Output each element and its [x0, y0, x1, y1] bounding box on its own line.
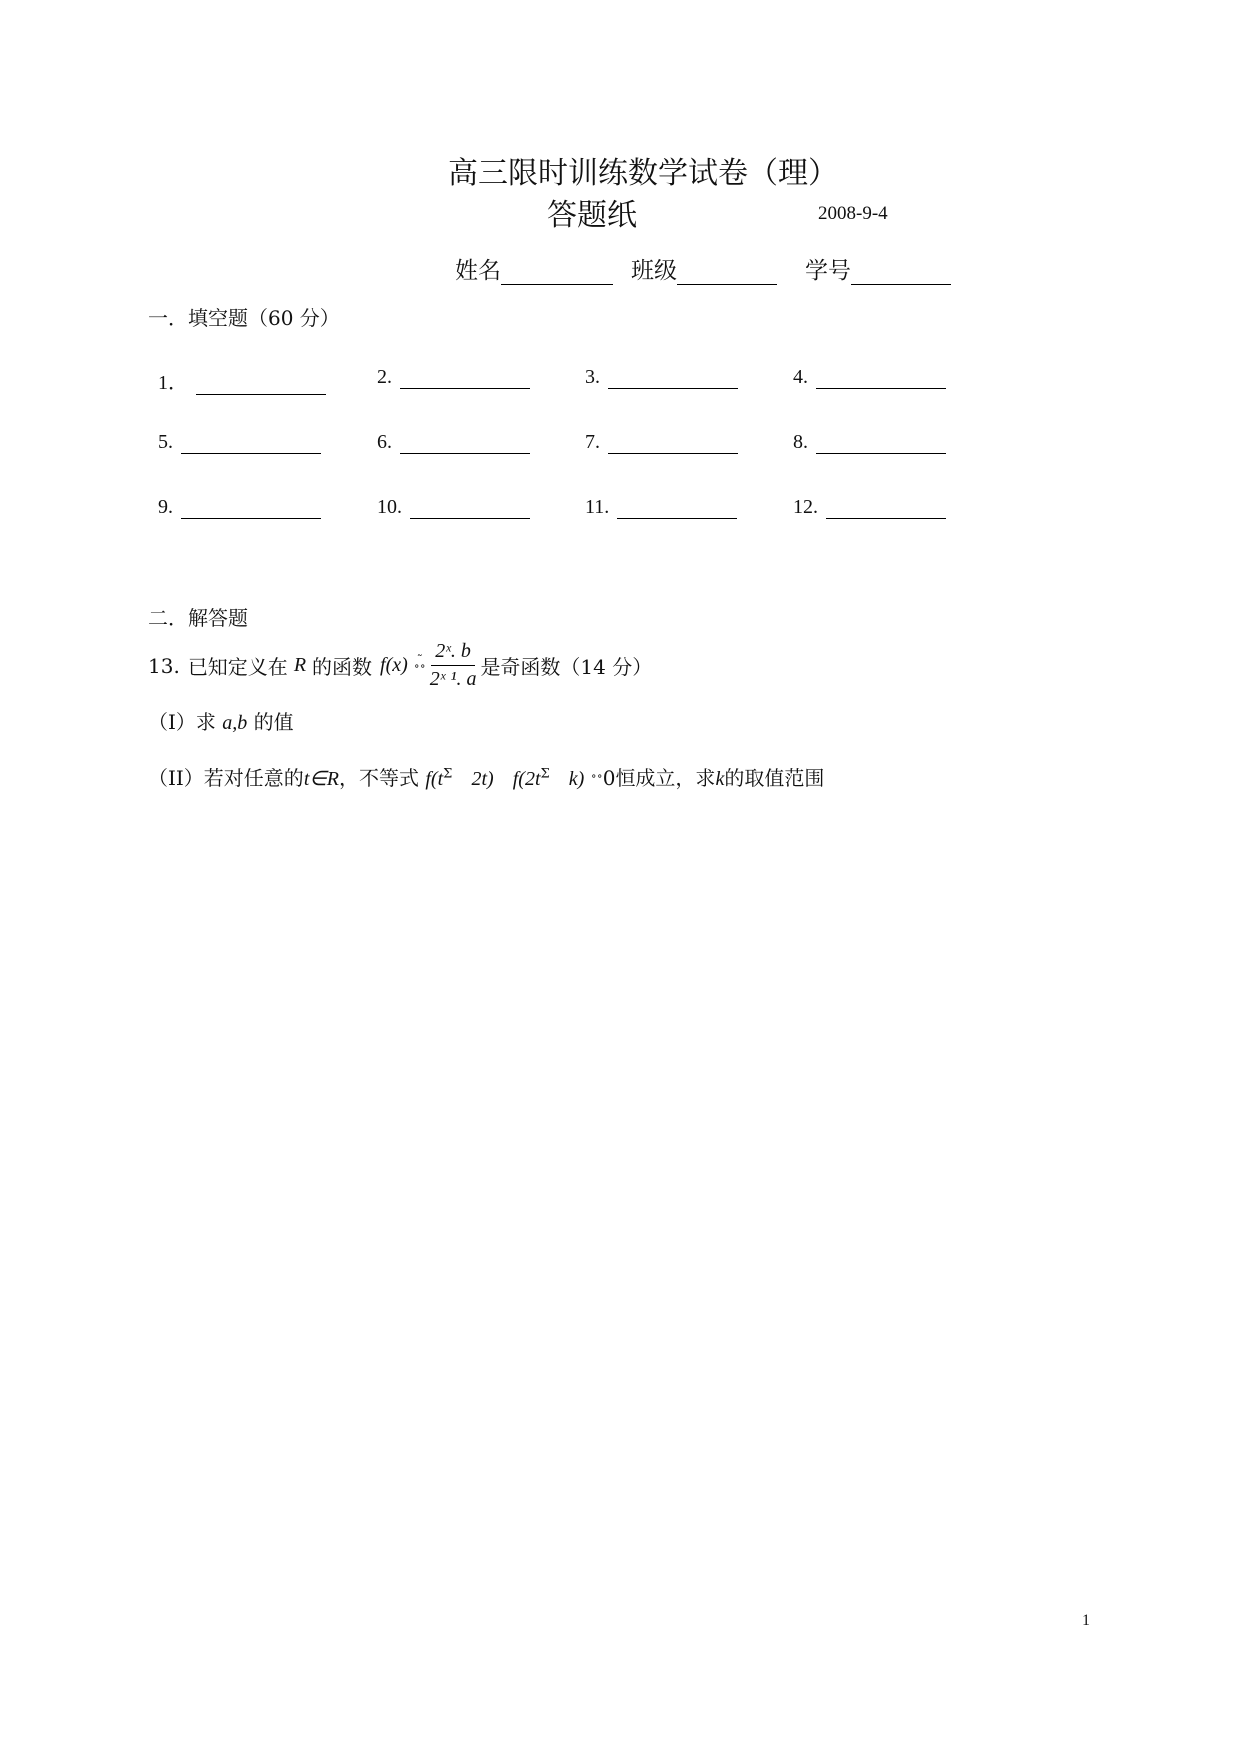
- section1-heading: 一．填空题（60 分）: [148, 306, 340, 330]
- q13-part2-label: （II）若对任意的: [148, 766, 304, 790]
- q13-part2-garbled-glyph: ˚˚: [590, 774, 603, 788]
- q13-garbled-equals: ˜ ˚˚: [413, 652, 426, 678]
- blank-5-field[interactable]: [181, 433, 321, 454]
- blank-12-label: 12.: [793, 496, 818, 518]
- blank-6-label: 6.: [377, 431, 392, 453]
- q13-part1: [148, 706, 294, 735]
- q13-part2-tail2: 的取值范围: [724, 766, 825, 790]
- q13-part1-tail: 的值: [253, 710, 294, 734]
- blank-2-label: 2.: [377, 366, 392, 388]
- blank-1-label: 1．: [158, 372, 188, 394]
- blank-4: [793, 366, 946, 389]
- blank-7: [585, 431, 738, 454]
- blank-6-field[interactable]: [400, 433, 530, 454]
- blank-4-field[interactable]: [816, 368, 946, 389]
- q13-part1-vars: a,b: [222, 712, 248, 734]
- class-field[interactable]: [677, 260, 777, 285]
- blank-8: [793, 431, 946, 454]
- q13-text-mid: 的函数: [312, 655, 373, 679]
- blank-2-field[interactable]: [400, 368, 530, 389]
- blank-10-label: 10.: [377, 496, 402, 518]
- blank-6: [377, 431, 530, 454]
- student-id-field[interactable]: [851, 260, 951, 285]
- blank-9: [158, 496, 321, 519]
- q13-number: 13.: [148, 653, 180, 678]
- q13-part2-tail: 恒成立，求: [615, 766, 716, 790]
- q13-part2-mid: ，不等式: [339, 766, 420, 790]
- q13-part2-zero: 0: [602, 766, 616, 790]
- q13-text-before: 已知定义在: [187, 655, 288, 679]
- blank-10-field[interactable]: [410, 498, 530, 519]
- blank-12: [793, 496, 946, 519]
- q13-text-after: 是奇函数（14 分）: [480, 655, 653, 679]
- q13-part2-expr2b: k): [568, 768, 585, 790]
- q13-part2-expr1b: 2t): [471, 768, 494, 790]
- q13-part2-cond: t∈R: [303, 768, 340, 790]
- blank-10: [377, 496, 530, 519]
- blank-7-label: 7.: [585, 431, 600, 453]
- blank-8-label: 8.: [793, 431, 808, 453]
- blank-7-field[interactable]: [608, 433, 738, 454]
- blank-12-field[interactable]: [826, 498, 946, 519]
- blank-1: [158, 366, 326, 395]
- q13-denominator: 2ˣ ¹. a: [429, 668, 477, 690]
- page-title: 高三限时训练数学试卷（理）: [448, 156, 838, 191]
- class-label: 班级: [631, 258, 677, 284]
- blank-9-label: 9.: [158, 496, 173, 518]
- q13-part2-expr1: f(t: [425, 768, 444, 790]
- q13-part1-label: （I）求: [148, 710, 216, 734]
- blank-11-label: 11.: [585, 496, 610, 518]
- blank-8-field[interactable]: [816, 433, 946, 454]
- blank-11: [585, 496, 737, 519]
- blank-3: [585, 366, 738, 389]
- q13-domain-R: R: [293, 654, 307, 676]
- question-13: [148, 640, 652, 691]
- q13-fx: f(x): [380, 654, 408, 676]
- page-number: 1: [1082, 1612, 1090, 1629]
- blank-9-field[interactable]: [181, 498, 321, 519]
- blank-11-field[interactable]: [617, 498, 737, 519]
- blank-2: [377, 366, 530, 389]
- blank-5: [158, 431, 321, 454]
- blank-3-field[interactable]: [608, 368, 738, 389]
- blank-3-label: 3.: [585, 366, 600, 388]
- section2-heading: 二．解答题: [148, 606, 248, 630]
- page-subtitle: 答题纸: [547, 198, 637, 233]
- blank-5-label: 5.: [158, 431, 173, 453]
- q13-part2-k: k: [715, 768, 725, 790]
- blank-1-field[interactable]: [196, 374, 326, 395]
- name-label: 姓名: [455, 258, 501, 284]
- q13-fraction: [430, 640, 477, 691]
- student-id-label: 学号: [805, 258, 851, 284]
- q13-numerator: 2ˣ. b: [431, 640, 475, 666]
- name-field[interactable]: [501, 260, 613, 285]
- q13-part2: （II）若对任意的t∈R，不等式 $f(t^\Sigma$ 2t) $f(2t^\Sigma$ k) ˚˚0恒成立，求k的取值范围: [148, 766, 825, 790]
- student-info-row: [455, 252, 951, 285]
- exam-date: 2008-9-4: [818, 203, 888, 224]
- q13-part2-expr2: f(2t: [512, 768, 541, 790]
- blank-4-label: 4.: [793, 366, 808, 388]
